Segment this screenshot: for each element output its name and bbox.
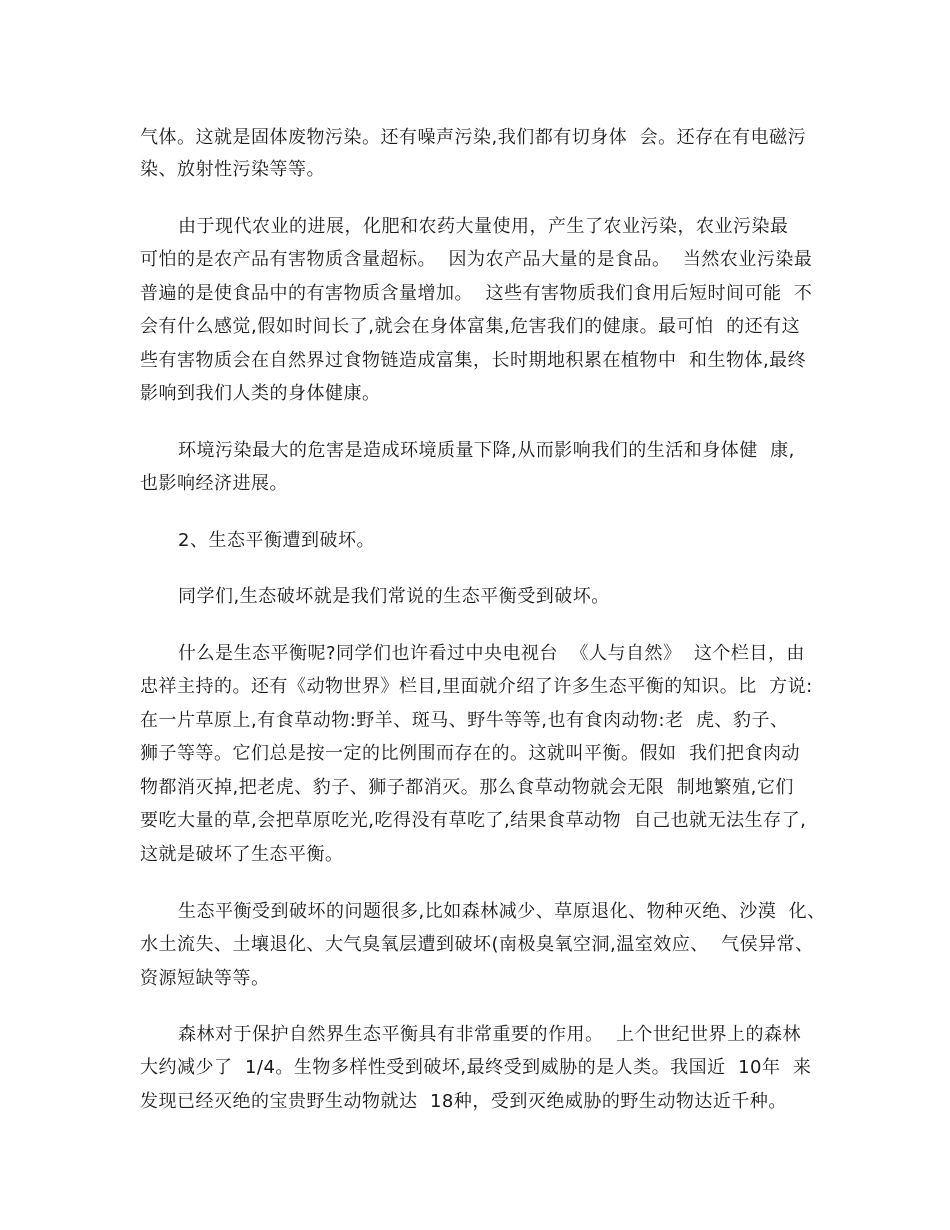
text-line: 也影响经济进展。 bbox=[140, 473, 288, 494]
text-line: 要吃大量的草,会把草原吃光,吃得没有草吃了,结果食草动物 自己也就无法生存了, bbox=[140, 810, 807, 831]
text-line: 生态平衡受到破坏的问题很多,比如森林减少、草原退化、物种灭绝、沙漠 化、 bbox=[178, 901, 826, 922]
text-line: 同学们,生态破坏就是我们常说的生态平衡受到破坏。 bbox=[178, 586, 610, 607]
text-line: 物都消灭掉,把老虎、豹子、狮子都消灭。那么食草动物就会无限 制地繁殖,它们 bbox=[140, 777, 794, 798]
text-line: 些有害物质会在自然界过食物链造成富集，长时期地积累在植物中 和生物体,最终 bbox=[140, 350, 807, 371]
text-line: 森林对于保护自然界生态平衡具有非常重要的作用。 上个世纪世界上的森林 bbox=[178, 1024, 801, 1045]
text-line: 可怕的是农产品有害物质含量超标。 因为农产品大量的是食品。 当然农业污染最 bbox=[140, 249, 813, 270]
text-line: 发现已经灭绝的宝贵野生动物就达 18种，受到灭绝威胁的野生动物达近千种。 bbox=[140, 1091, 787, 1112]
text-line: 环境污染最大的危害是造成环境质量下降,从而影响我们的生活和身体健 康, bbox=[178, 440, 795, 461]
text-line: 狮子等等。它们总是按一定的比例围而存在的。这就叫平衡。假如 我们把食肉动 bbox=[140, 743, 800, 764]
text-line: 会有什么感觉,假如时间长了,就会在身体富集,危害我们的健康。最可怕 的还有这 bbox=[140, 316, 801, 337]
text-line: 普遍的是使食品中的有害物质含量增加。 这些有害物质我们食用后短时间可能 不 bbox=[140, 283, 813, 304]
text-line: 什么是生态平衡呢?同学们也许看过中央电视台 《人与自然》 这个栏目，由 bbox=[178, 643, 805, 664]
text-line: 影响到我们人类的身体健康。 bbox=[140, 383, 381, 404]
text-line: 这就是破坏了生态平衡。 bbox=[140, 844, 344, 865]
text-line: 忠祥主持的。还有《动物世界》栏目,里面就介绍了许多生态平衡的知识。比 方说: bbox=[140, 676, 813, 697]
text-line: 气体。这就是固体废物污染。还有噪声污染,我们都有切身体 会。还存在有电磁污 bbox=[140, 127, 807, 148]
text-line: 水土流失、土壤退化、大气臭氧层遭到破坏(南极臭氧空洞,温室效应、 气侯异常、 bbox=[140, 934, 814, 955]
text-line: 染、放射性污染等等。 bbox=[140, 159, 325, 180]
section-heading: 2、生态平衡遭到破坏。 bbox=[178, 530, 375, 551]
text-line: 在一片草原上,有食草动物:野羊、斑马、野牛等等,也有食肉动物:老 虎、豹子、 bbox=[140, 710, 789, 731]
text-line: 由于现代农业的进展，化肥和农药大量使用，产生了农业污染，农业污染最 bbox=[178, 216, 789, 237]
text-line: 大约减少了 1/4。生物多样性受到破坏,最终受到威胁的是人类。我国近 10年 来 bbox=[140, 1057, 812, 1078]
text-line: 资源短缺等等。 bbox=[140, 968, 270, 989]
